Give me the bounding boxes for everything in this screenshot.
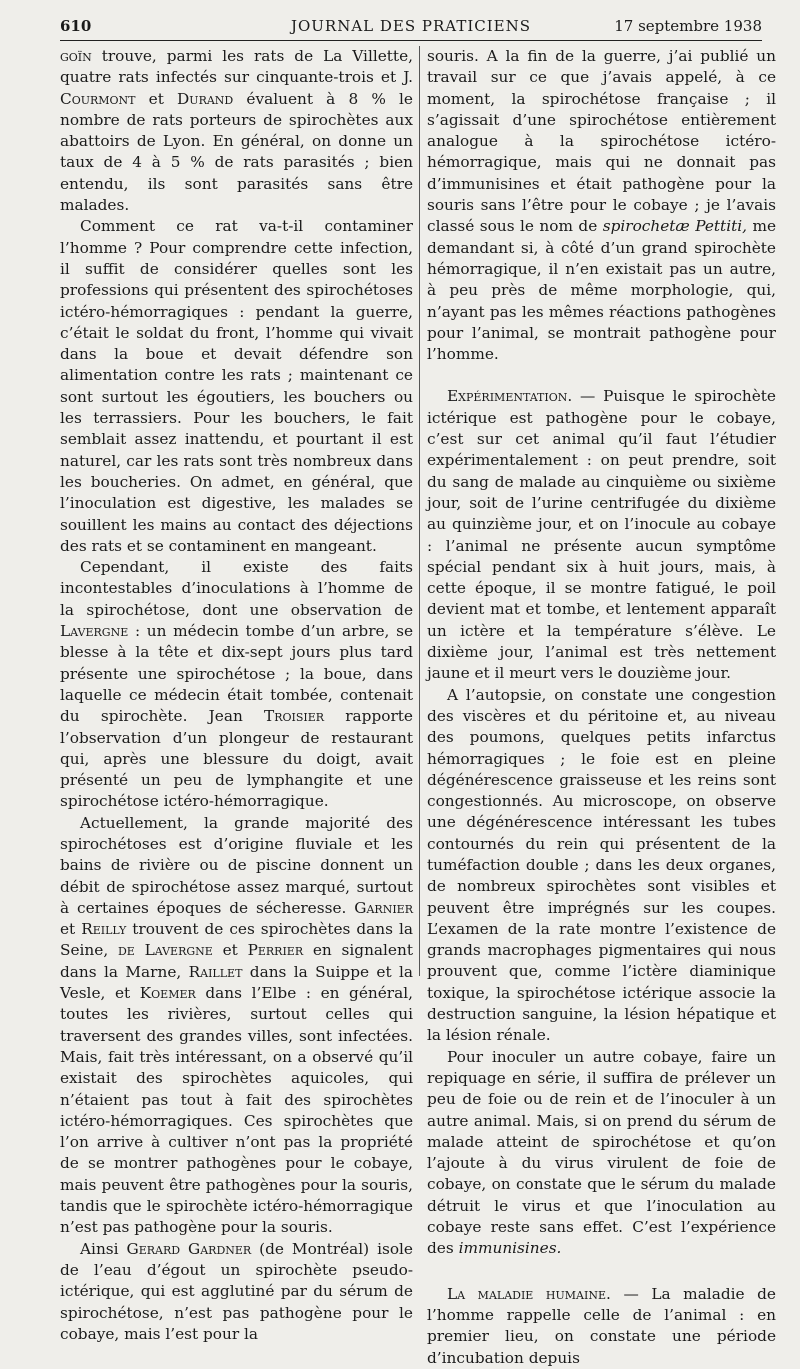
paragraph: souris. A la fin de la guerre, j’ai publié un travail sur ce que j’avais appelé, à ce moment, la spirochétose française ; il s’agissait d’une spirochétose entièrement analogue à la spirochétose ictéro-hémorragique, mais qui ne donnait pas d’immunisines et était pathogène pour la souris sans l’être pour le cobaye ; je l’avais classé sous le nom de spirochetæ Pettiti, me demandant si, à côté d’un grand spirochète hémorragique, il n’en existait pas un autre, à peu près de même morphologie, qui, n’ayant pas les mêmes réactions pathogènes pour l’animal, se montrait pathogène pour l’homme. [427, 47, 777, 364]
author-name: goïn [60, 47, 92, 65]
page-number: 610 [60, 17, 92, 35]
author-name: Durand [177, 89, 234, 108]
journal-title: JOURNAL DES PRATICIENS [290, 17, 532, 35]
author-name: Troisier [264, 707, 325, 726]
column-divider [419, 46, 420, 976]
section-paragraph: La maladie humaine. — La maladie de l’homme rappelle celle de l’animal : en premier lieu, on constate une période d’incubation depuis [427, 1284, 776, 1367]
section-heading: Expérimentation. [447, 387, 573, 406]
author-name: Reilly [81, 920, 127, 939]
italic-term: immunisines. [458, 1239, 562, 1258]
right-column [427, 46, 776, 1369]
paragraph: Cependant, il existe des faits incontestables d’inoculations à l’homme de la spirochétose, dont une observation de Lavergne : un médecin tombe d’un arbre, se blesse à la tête et dix-sept jours plus tard présente une spirochétose ; la boue, dans laquelle ce médecin était tombée, contenait du spirochète. Jean Troisier rapporte l’observation d’un plongeur de restaurant qui, après une blessure du doigt, avait présenté un peu de lymphangite et une spirochétose ictéro-hémorragique. [60, 558, 413, 811]
author-name: Courmont [60, 89, 136, 108]
author-name: Garnier [354, 898, 413, 917]
author-name: Lavergne [60, 622, 129, 641]
author-name: de Lavergne [117, 941, 213, 960]
author-name: Raillet [188, 962, 243, 981]
left-column [60, 46, 413, 1345]
author-name: Perrier [247, 941, 304, 960]
paragraph: Comment ce rat va-t-il contaminer l’homme ? Pour comprendre cette infection, il suffit de considérer quelles sont les professions qui présentent des spirochétoses ictéro-hémorragiques : pendant la guerre, c’était le soldat du front, l’homme qui vivait dans la boue et devait défendre son alimentation contre les rats ; maintenant ce sont surtout les égoutiers, les bouchers ou les terrassiers. Pour les bouchers, le fait semblait assez inattendu, et pourtant il est naturel, car les rats sont très nombreux dans les boucheries. On admet, en général, que l’inoculation est digestive, les malades se souillent les mains au contact des déjections des rats et se contaminent en mangeant. [60, 217, 413, 555]
page-header [60, 14, 762, 41]
paragraph: Actuellement, la grande majorité des spirochétoses est d’origine fluviale et les bains de rivière ou de piscine donnent un débit de spirochétose assez marqué, surtout à certaines époques de sécheresse. Garnier et Reilly trouvent de ces spirochètes dans la Seine, de Lavergne et Perrier en signalent dans la Marne, Raillet dans la Suippe et la Vesle, et Koemer dans l’Elbe : en général, toutes les rivières, surtout celles qui traversent des grandes villes, sont infectées. Mais, fait très intéressant, on a observé qu’il existait des spirochètes aquicoles, qui n’étaient pas tout à fait des spirochètes ictéro-hémorragiques. Ces spirochètes que l’on arrive à cultiver n’ont pas la propriété de se montrer pathogènes pour le cobaye, mais peuvent être pathogènes pour la souris, tandis que le spirochète ictéro-hémorragique n’est pas pathogène pour la souris. [60, 813, 414, 1237]
paragraph: A l’autopsie, on constate une congestion des viscères et du péritoine et, au niveau des poumons, quelques petits infarctus hémorragiques ; le foie est en pleine dégénérescence graisseuse et les reins sont congestionnés. Au microscope, on observe une dégénérescence intéressant les tubes contournés du rein qui présentent de la tuméfaction double ; dans les deux organes, de nombreux spirochètes sont visibles et peuvent être imprégnés sur les coupes. L’examen de la rate montre l’existence de grands macrophages pigmentaires qui nous prouvent que, comme l’ictère diaminique toxique, la spirochétose ictérique associe la destruction sanguine, la lésion hépatique et la lésion rénale. [427, 685, 776, 1045]
issue-date: 17 septembre 1938 [614, 17, 762, 35]
italic-term: spirochetæ Pettiti, [602, 217, 747, 236]
paragraph: goïn trouve, parmi les rats de La Villette, quatre rats infectés sur cinquante-trois et J. Courmont et Durand évaluent à 8 % le nombre de rats porteurs de spirochètes aux abattoirs de Lyon. En général, on donne un taux de 4 à 5 % de rats parasités ; bien entendu, ils sont parasités sans être malades. [60, 47, 413, 215]
paragraph: Ainsi Gerard Gardner (de Montréal) isole de l’eau d’égout un spirochète pseudo-ictérique, qui est agglutiné par du sérum de spirochétose, n’est pas pathogène pour le cobaye, mais l’est pour la [60, 1239, 413, 1343]
paragraph: Pour inoculer un autre cobaye, faire un repiquage en série, il suffira de prélever un peu de foie ou de rein et de l’inoculer à un autre animal. Mais, si on prend du sérum de malade atteint de spirochétose et qu’on l’ajoute à du virus virulent de foie de cobaye, on constate que le sérum du malade détruit le virus et que l’inoculation au cobaye reste sans effet. C’est l’expérience des immunisines. [427, 1047, 776, 1258]
section-heading: La maladie humaine. [447, 1284, 611, 1303]
author-name: Koemer [139, 984, 196, 1003]
section-paragraph: Expérimentation. — Puisque le spirochète ictérique est pathogène pour le cobaye, c’est sur cet animal qu’il faut l’étudier expérimentalement : on peut prendre, soit du sang de malade au cinquième ou sixième jour, soit de l’urine centrifugée du dixième au quinzième jour, et on l’inocule au cobaye : l’animal ne présente aucun symptôme spécial pendant six à huit jours, mais, à cette époque, il se montre fatigué, le poil devient mat et tombe, et lentement apparaît un ictère et la température s’élève. Le dixième jour, l’animal est très nettement jaune et il meurt vers le douzième jour. [427, 387, 776, 683]
author-name: Gerard Gardner [126, 1239, 252, 1258]
